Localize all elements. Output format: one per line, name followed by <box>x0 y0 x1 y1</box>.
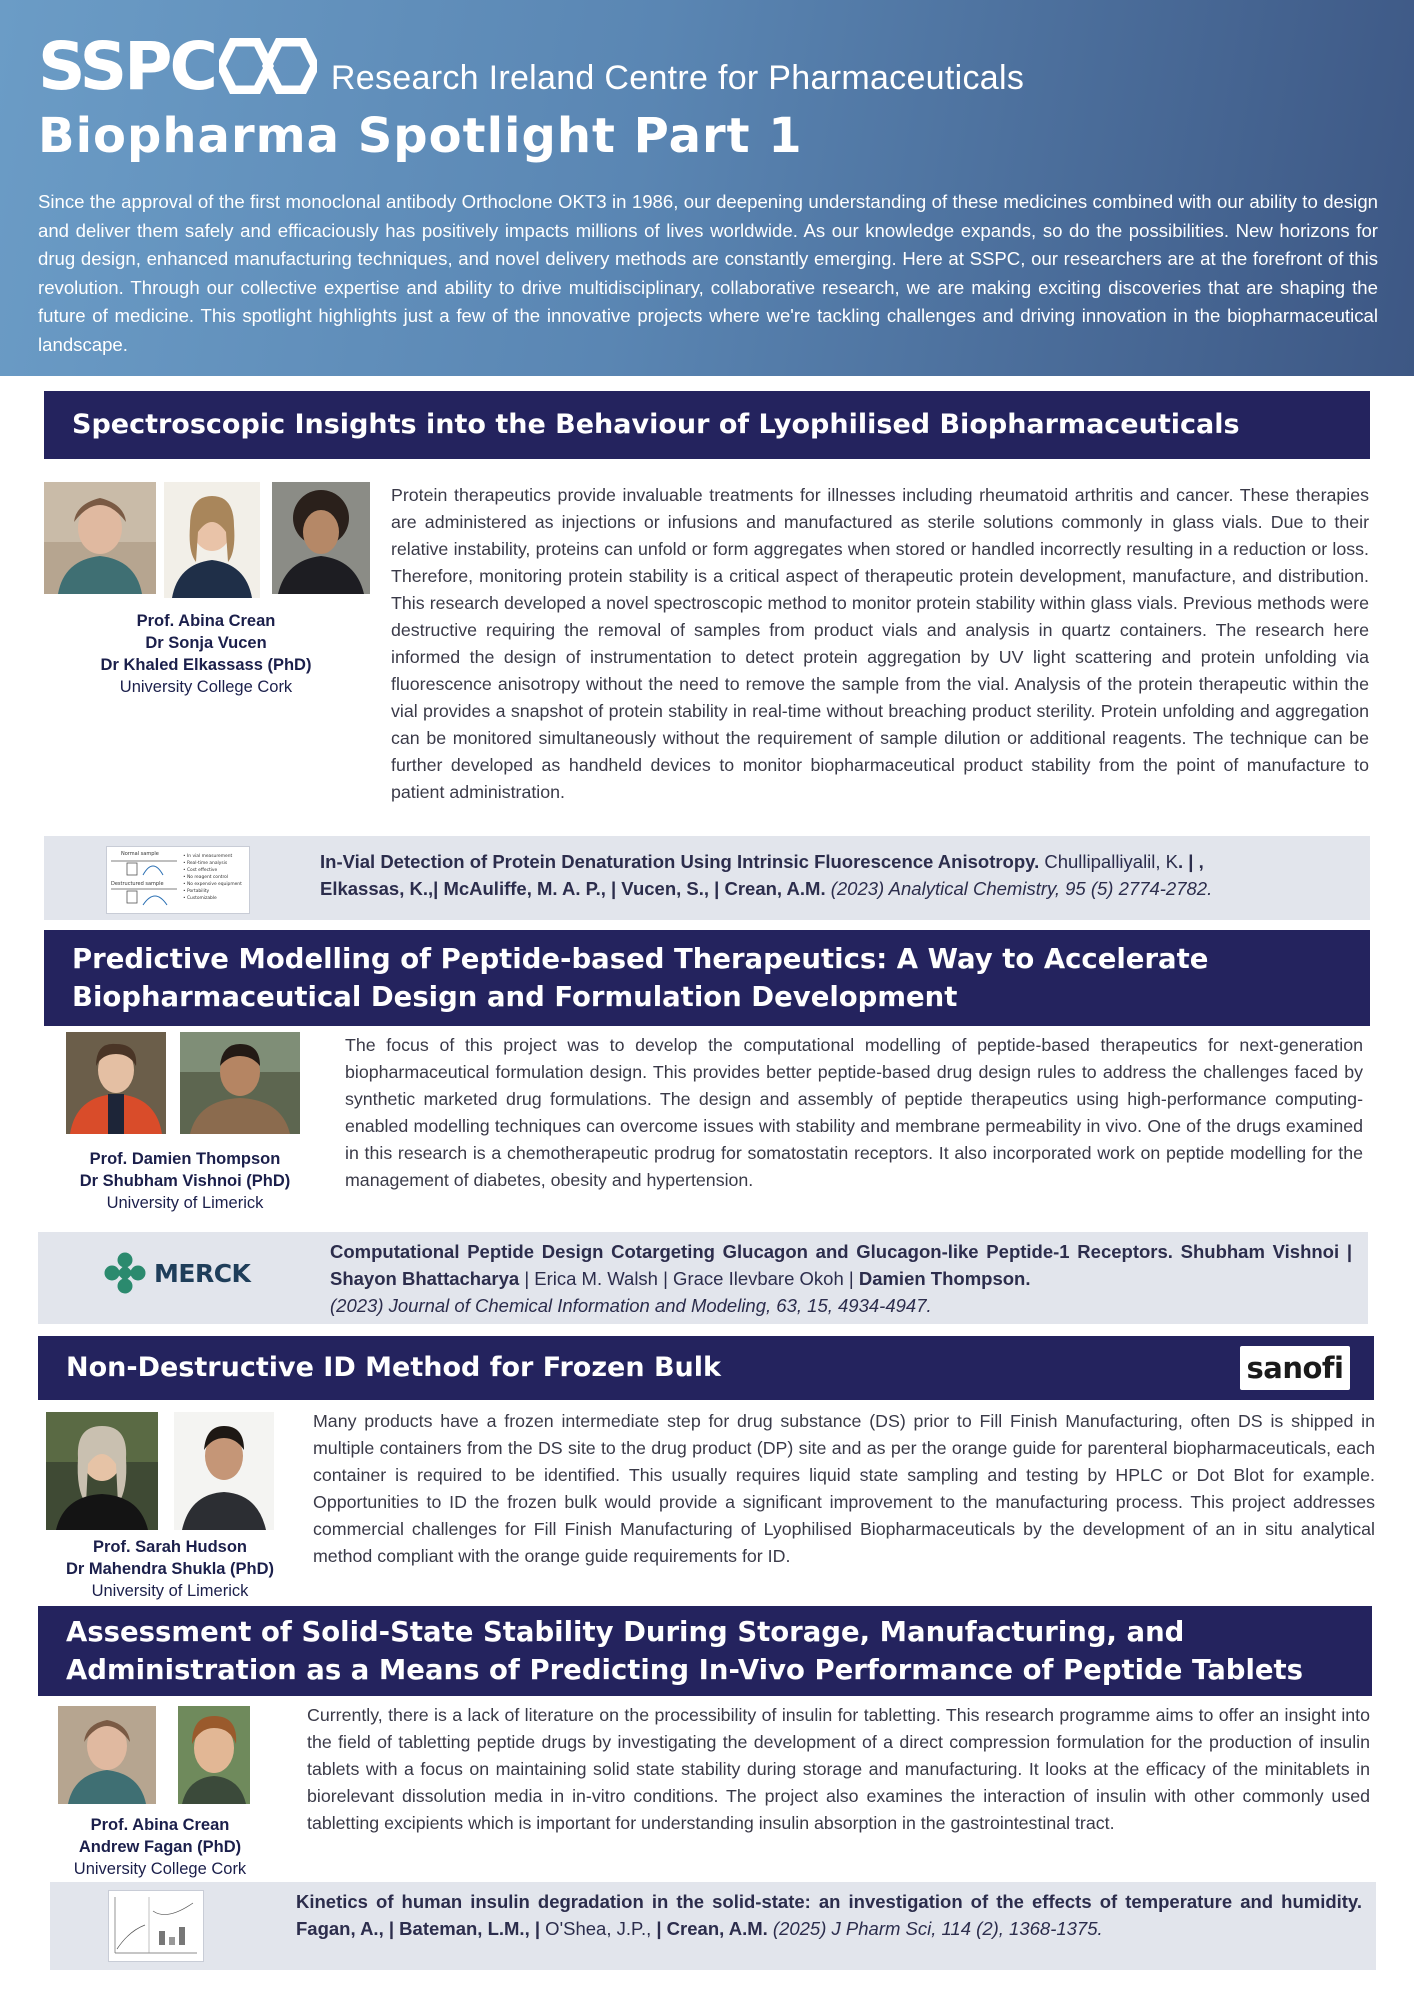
section-4-authors <box>60 1814 260 1880</box>
citation-journal: (2023) Analytical Chemistry, 95 (5) 2774-2782. <box>825 878 1213 899</box>
author-photo-andrew-fagan <box>178 1706 250 1804</box>
sspc-logo: SSPC <box>38 28 215 105</box>
citation-title: Computational Peptide Design Cotargeting Glucagon and Glucagon-like Peptide-1 Receptors. <box>330 1241 1173 1262</box>
citation-journal: (2025) J Pharm Sci, 114 (2), 1368-1375. <box>767 1918 1103 1939</box>
citation-authors: Shubham Vishnoi | Shayon Bhattacharya <box>330 1241 1352 1289</box>
paper-figure-thumbnail <box>108 1890 204 1962</box>
citation-title: In-Vial Detection of Protein Denaturation Using Intrinsic Fluorescence Anisotropy. <box>320 851 1040 872</box>
citation-author: | Crean, A.M. <box>656 1918 768 1939</box>
section-1-title-bar <box>44 391 1370 459</box>
author-photo-shubham-vishnoi <box>180 1032 300 1134</box>
author-name: Andrew Fagan (PhD) <box>78 1838 242 1856</box>
section-2-title-bar <box>44 930 1370 1026</box>
author-name: Dr Sonja Vucen <box>145 634 267 652</box>
page-title: Biopharma Spotlight Part 1 <box>38 108 803 164</box>
thumb-bullet: • Portability <box>183 889 210 894</box>
citation-authors: Damien Thompson. <box>858 1268 1031 1289</box>
intro-paragraph: Since the approval of the first monoclonal antibody Orthoclone OKT3 in 1986, our deepening understanding of these medicines combined with our ability to design and deliver them safely and efficaciously has positively impacts millions of lives worldwide. As our knowledge expands, so do the possibilities. New horizons for drug design, enhanced manufacturing techniques, and novel delivery methods are constantly emerging. Here at SSPC, our researchers are at the forefront of this revolution. Through our collective expertise and ability to drive multidisciplinary, collaborative research, we are making exciting discoveries that are shaping the future of medicine. This spotlight highlights just a few of the innovative projects where we're tackling challenges and driving innovation in the biopharmaceutical landscape. <box>38 191 1378 355</box>
citation-author: O'Shea, J.P., <box>540 1918 657 1939</box>
author-institution: University of Limerick <box>106 1194 264 1212</box>
citation-title: Kinetics of human insulin degradation in the solid-state: an investigation of the effects of temperature and humidity. <box>296 1891 1362 1912</box>
thumb-bullet: • In vial measurement <box>183 854 233 859</box>
section-3-body: Many products have a frozen intermediate step for drug substance (DS) prior to Fill Finish Manufacturing, often DS is shipped in multiple containers from the DS site to the drug product (DP) site and as per the orange guide for parenteral biopharmaceuticals, each container is required to be identified. This usually requires liquid state sampling and testing by HPLC or Dot Blot for example. Opportunities to ID the frozen bulk would provide a significant improvement to the manufacturing process. This project addresses commercial challenges for Fill Finish Manufacturing of Lyophilised Biopharmaceuticals by the development of an in situ analytical method compliant with the orange guide requirements for ID. <box>313 1411 1375 1566</box>
sspc-logo-mark-icon <box>219 38 317 98</box>
thumb-bullet: • No reagent control <box>183 875 229 880</box>
section-1-authors <box>70 610 342 698</box>
author-photo-abina-crean <box>44 482 156 594</box>
section-4-body: Currently, there is a lack of literature on the processibility of insulin for tabletting. This research programme aims to offer an insight into the field of tabletting peptide drugs by investigating the development of a direct compression formulation for the production of insulin tablets with a focus on maintaining solid state stability during storage and manufacturing. It looks at the efficacy of the minitablets in biorelevant dissolution media in in-vitro conditions. The project also examines the interaction of insulin with other commonly used tabletting excipients which is important for understanding insulin absorption in the gastrointestinal tract. <box>307 1705 1370 1833</box>
author-institution: University College Cork <box>73 1860 247 1878</box>
section-2-title-line-1: Predictive Modelling of Peptide-based Therapeutics: A Way to Accelerate <box>72 943 1209 975</box>
citation-authors: Elkassas, K.,| McAuliffe, M. A. P., | Vucen, S., | Crean, A.M. <box>320 878 826 899</box>
section-2-authors <box>54 1148 316 1214</box>
merck-logo <box>104 1252 250 1294</box>
graphical-abstract-thumbnail <box>106 846 250 914</box>
author-photo-sarah-hudson <box>46 1412 158 1530</box>
thumb-label-top: Normal sample <box>121 851 159 857</box>
author-name: Dr Shubham Vishnoi (PhD) <box>79 1172 291 1190</box>
section-2-citation <box>330 1238 1352 1319</box>
author-name: Prof. Abina Crean <box>90 1816 230 1834</box>
thumb-bullet: • Real-time analysis <box>183 861 228 866</box>
section-4-citation <box>296 1888 1362 1942</box>
author-name: Prof. Damien Thompson <box>89 1150 281 1168</box>
author-name: Dr Mahendra Shukla (PhD) <box>65 1560 275 1578</box>
author-photo-damien-thompson <box>66 1032 166 1134</box>
merck-wordmark: MERCK <box>154 1258 251 1288</box>
author-photo-abina-crean-2 <box>58 1706 156 1804</box>
section-3-authors <box>52 1536 288 1602</box>
thumb-bullet: • Cost effective <box>183 868 218 873</box>
thumb-label-bottom: Destructured sample <box>111 881 164 887</box>
citation-author: . | , <box>1178 851 1204 872</box>
author-name: Dr Khaled Elkassass (PhD) <box>100 656 312 674</box>
author-institution: University College Cork <box>119 678 293 696</box>
section-1-body: Protein therapeutics provide invaluable treatments for illnesses including rheumatoid arthritis and cancer. These therapies are administered as injections or infusions and manufactured as sterile solutions commonly in glass vials. Due to their relative instability, proteins can unfold or form aggregates when stored or handled incorrectly resulting in a reduction or loss. Therefore, monitoring protein stability is a critical aspect of therapeutic protein development, manufacture, and distribution. This research developed a novel spectroscopic method to monitor protein stability within glass vials. Previous methods were destructive requiring the removal of samples from product vials and analysis in quartz containers. The research here informed the design of instrumentation to detect protein aggregation by UV light scattering and protein unfolding via fluorescence anisotropy without the need to remove the sample from the vial. Analysis of the protein therapeutic within the vial provides a snapshot of protein stability in real-time without breaching product sterility. Protein unfolding and aggregation can be monitored simultaneously without the requirement of sample dilution or additional reagents. The technique can be further developed as handheld devices to monitor biopharmaceutical product stability from the point of manufacture to patient administration. <box>391 485 1369 802</box>
section-1-title: Spectroscopic Insights into the Behaviour of Lyophilised Biopharmaceuticals <box>72 409 1240 440</box>
citation-journal: (2023) Journal of Chemical Information and Modeling, 63, 15, 4934-4947. <box>330 1295 932 1316</box>
author-name: Prof. Abina Crean <box>136 612 276 630</box>
author-photo-khaled-elkassass <box>272 482 370 594</box>
author-photo-sonja-vucen <box>164 482 260 598</box>
thumb-bullet: • Customizable <box>183 896 217 901</box>
sanofi-logo <box>1240 1346 1350 1390</box>
author-institution: University of Limerick <box>91 1582 249 1600</box>
section-2-body: The focus of this project was to develop the computational modelling of peptide-based therapeutics for next-generation biopharmaceutical formulation design. This provides better peptide-based drug design rules to address the challenges faced by synthetic marketed drug formulations. The design and assembly of peptide therapeutics using high-performance computing-enabled modelling techniques can overcome issues with stability and membrane permeability in vivo. One of the drugs examined in this research is a chemotherapeutic prodrug for somatostatin receptors. It also incorporated work on peptide modelling for the management of diabetes, obesity and hypertension. <box>345 1035 1363 1190</box>
section-1-citation <box>320 848 1360 902</box>
citation-authors: Fagan, A., | Bateman, L.M., | <box>296 1918 541 1939</box>
citation-authors: | Erica M. Walsh | Grace Ilevbare Okoh | <box>519 1268 859 1289</box>
citation-author: Chullipalliyalil, K <box>1039 851 1179 872</box>
brand-row <box>38 28 1025 105</box>
sanofi-wordmark: sanofi <box>1246 1351 1344 1385</box>
author-photo-mahendra-shukla <box>174 1412 274 1530</box>
thumb-bullet: • No expensive equipment <box>183 882 242 887</box>
merck-logo-icon <box>104 1252 146 1294</box>
section-2-title-line-2: Biopharmaceutical Design and Formulation Development <box>72 981 958 1013</box>
section-3-title-bar <box>38 1336 1374 1400</box>
author-name: Prof. Sarah Hudson <box>92 1538 248 1556</box>
section-4-title-line-1: Assessment of Solid-State Stability During Storage, Manufacturing, and <box>66 1616 1185 1648</box>
section-4-title-line-2: Administration as a Means of Predicting In-Vivo Performance of Peptide Tablets <box>66 1654 1304 1686</box>
centre-name: Research Ireland Centre for Pharmaceuticals <box>330 59 1025 97</box>
header-banner <box>0 0 1414 376</box>
section-3-title: Non-Destructive ID Method for Frozen Bulk <box>66 1352 721 1383</box>
section-4-title-bar <box>38 1606 1372 1696</box>
